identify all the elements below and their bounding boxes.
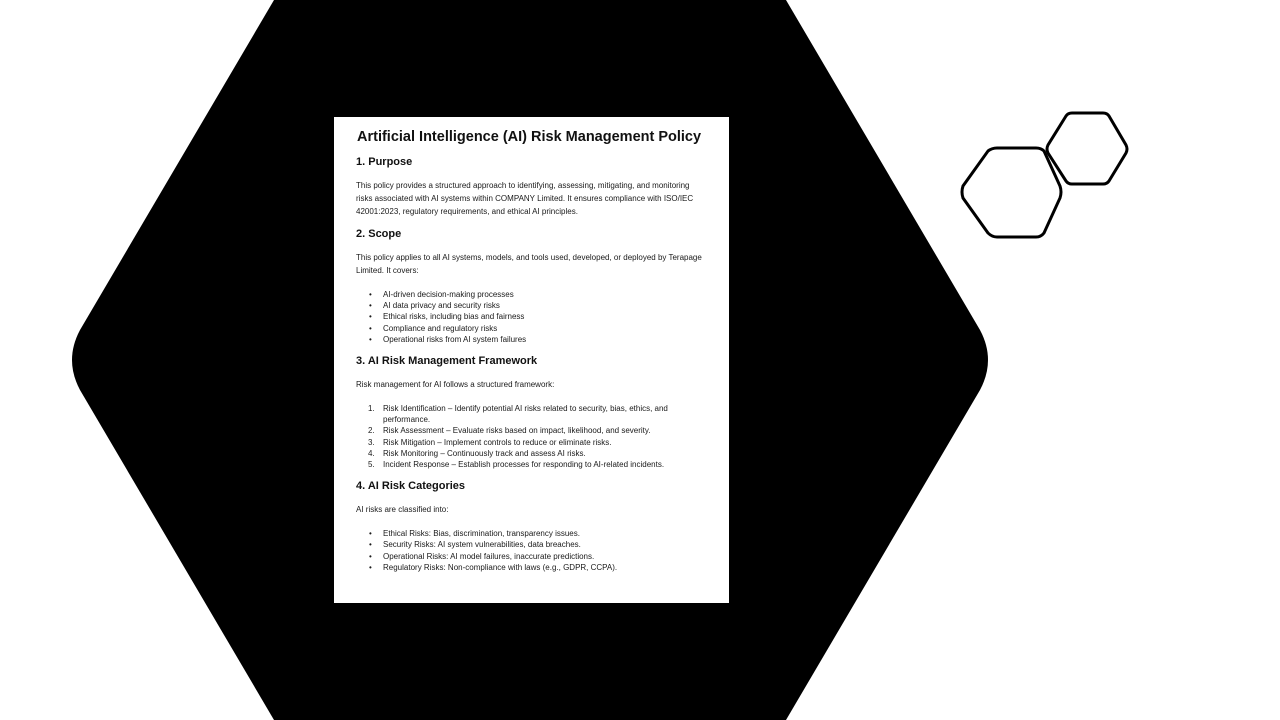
list-item — [356, 551, 707, 562]
bullet-marker: • — [369, 551, 372, 561]
outline-hexagon-left — [962, 148, 1061, 237]
section-paragraph-scope: This policy applies to all AI systems, models, and tools used, developed, or deployed by Terapage Limited. It covers: — [356, 253, 702, 275]
policy-document-page — [334, 117, 729, 603]
bullet-marker: • — [369, 334, 372, 344]
list-item-text: Operational Risks: AI model failures, inaccurate predictions. — [383, 551, 595, 561]
bullet-marker: • — [369, 290, 372, 299]
list-item — [356, 562, 707, 573]
bullet-marker: • — [369, 540, 372, 550]
list-item-text: Operational risks from AI system failures — [383, 334, 527, 344]
number-marker: 1. — [368, 404, 375, 414]
list-item — [356, 311, 707, 322]
list-item-text: AI-driven decision-making processes — [383, 290, 514, 299]
section-heading-scope: 2. Scope — [356, 228, 402, 240]
list-item-text: Risk Assessment – Evaluate risks based on impact, likelihood, and severity. — [383, 426, 651, 436]
list-item — [356, 425, 707, 436]
bullet-marker: • — [369, 323, 372, 333]
list-item — [356, 323, 707, 334]
number-marker: 4. — [368, 448, 375, 458]
section-paragraph-purpose: This policy provides a structured approach to identifying, assessing, mitigating, and monitoring risks associated with AI systems within COMPANY Limited. It ensures compliance with ISO/IEC 42001:2023, regulatory requirements, and ethical AI principles. — [356, 181, 694, 216]
list-item-text: Ethical risks, including bias and fairness — [383, 312, 525, 322]
list-item — [356, 539, 707, 550]
section-heading-framework: 3. AI Risk Management Framework — [356, 355, 538, 368]
document-title: Artificial Intelligence (AI) Risk Management Policy — [357, 129, 702, 145]
list-item — [356, 448, 707, 459]
list-item — [356, 289, 707, 300]
list-item-text: Risk Monitoring – Continuously track and assess AI risks. — [383, 448, 586, 458]
number-marker: 2. — [368, 426, 375, 436]
list-item-text: Risk Identification – Identify potential AI risks related to security, bias, ethics, and performance. — [383, 404, 668, 425]
list-item — [356, 300, 707, 311]
section-paragraph-categories: AI risks are classified into: — [356, 505, 449, 515]
list-item-text: Compliance and regulatory risks — [383, 323, 498, 333]
bullet-marker: • — [369, 529, 372, 539]
list-item — [356, 528, 707, 539]
list-item — [356, 459, 707, 470]
section-heading-purpose: 1. Purpose — [356, 156, 413, 168]
list-item — [356, 437, 707, 448]
list-item-text: Security Risks: AI system vulnerabilities, data breaches. — [383, 540, 581, 550]
bullet-marker: • — [369, 312, 372, 322]
number-marker: 5. — [368, 460, 375, 470]
bullet-marker: • — [369, 301, 372, 311]
list-item — [356, 403, 707, 425]
bullet-marker: • — [369, 562, 372, 572]
list-item-text: Ethical Risks: Bias, discrimination, transparency issues. — [383, 529, 580, 539]
list-item-text: Regulatory Risks: Non-compliance with laws (e.g., GDPR, CCPA). — [383, 562, 618, 572]
list-item — [356, 334, 707, 345]
framework-numbered-list — [356, 403, 707, 470]
number-marker: 3. — [368, 437, 375, 447]
list-item-text: Incident Response – Establish processes for responding to AI-related incidents. — [383, 460, 665, 470]
list-item-text: Risk Mitigation – Implement controls to reduce or eliminate risks. — [383, 437, 612, 447]
outline-hexagon-right — [1047, 113, 1127, 184]
categories-bullet-list — [356, 528, 707, 573]
section-paragraph-framework: Risk management for AI follows a structured framework: — [356, 380, 555, 390]
list-item-text: AI data privacy and security risks — [383, 301, 500, 311]
scope-bullet-list — [356, 289, 707, 345]
section-heading-categories: 4. AI Risk Categories — [356, 480, 466, 493]
